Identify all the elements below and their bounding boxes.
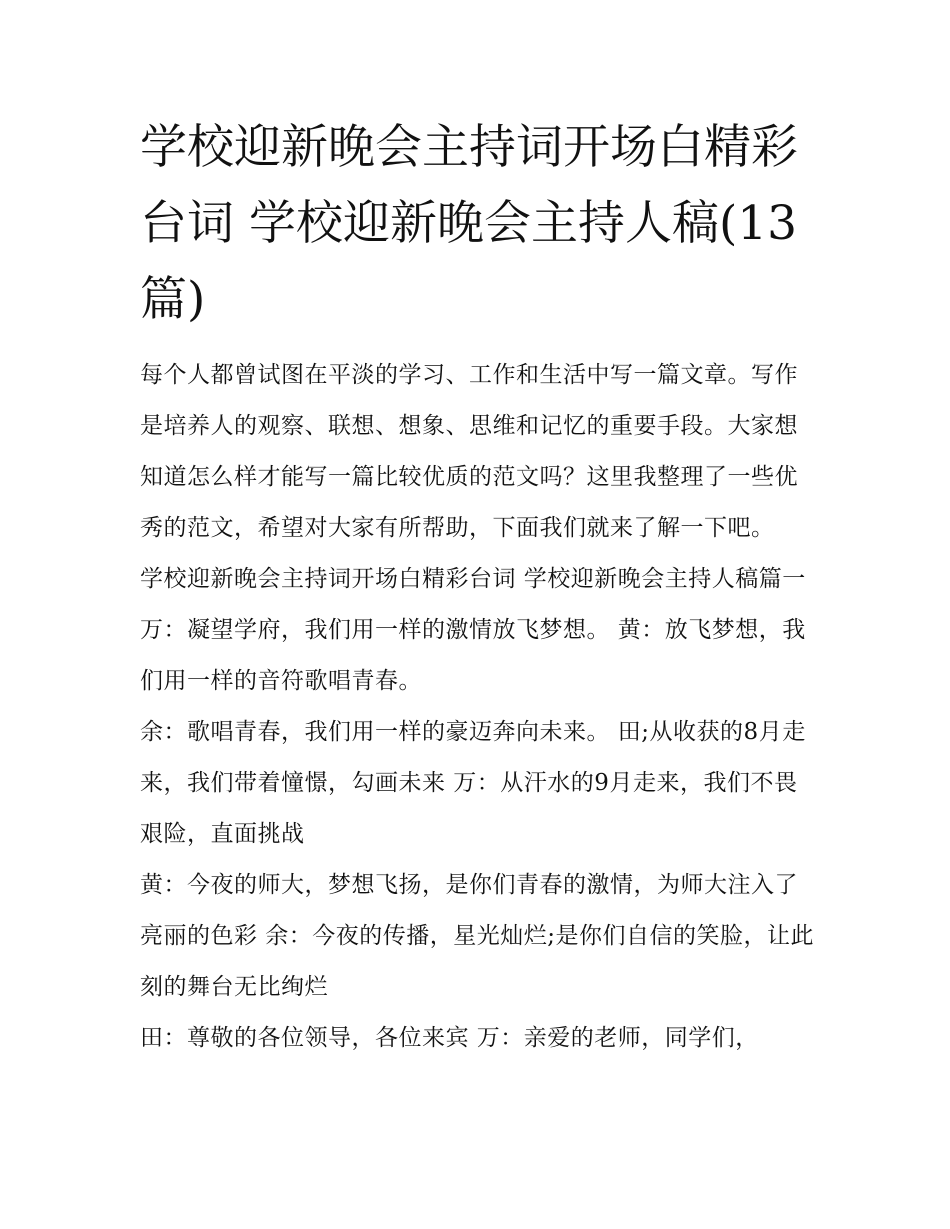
- paragraph-huang-yu: 黄：今夜的师大，梦想飞扬，是你们青春的激情，为师大注入了亮丽的色彩 余：今夜的传播，星光灿烂;是你们自信的笑脸，让此刻的舞台无比绚烂: [140, 872, 815, 1000]
- paragraph-part-one: 学校迎新晚会主持词开场白精彩台词 学校迎新晚会主持人稿篇一 万：凝望学府，我们用一样的激情放飞梦想。 黄：放飞梦想，我们用一样的音符歌唱青春。: [140, 566, 806, 694]
- document-title: 学校迎新晚会主持词开场白精彩台词 学校迎新晚会主持人稿(13篇): [140, 120, 798, 327]
- paragraph-yu-tian-wan: 余：歌唱青春，我们用一样的豪迈奔向未来。 田;从收获的8月走来，我们带着憧憬，勾画未来 万：从汗水的9月走来，我们不畏艰险，直面挑战: [140, 719, 806, 847]
- paragraph-intro: 每个人都曾试图在平淡的学习、工作和生活中写一篇文章。写作是培养人的观察、联想、想象、思维和记忆的重要手段。大家想知道怎么样才能写一篇比较优质的范文吗？这里我整理了一些优秀的范文，希望对大家有所帮助，下面我们就来了解一下吧。: [140, 362, 798, 541]
- document-page: [140, 110, 815, 1064]
- paragraph-tian-wan: 田：尊敬的各位领导，各位来宾 万：亲爱的老师，同学们，: [140, 1025, 759, 1051]
